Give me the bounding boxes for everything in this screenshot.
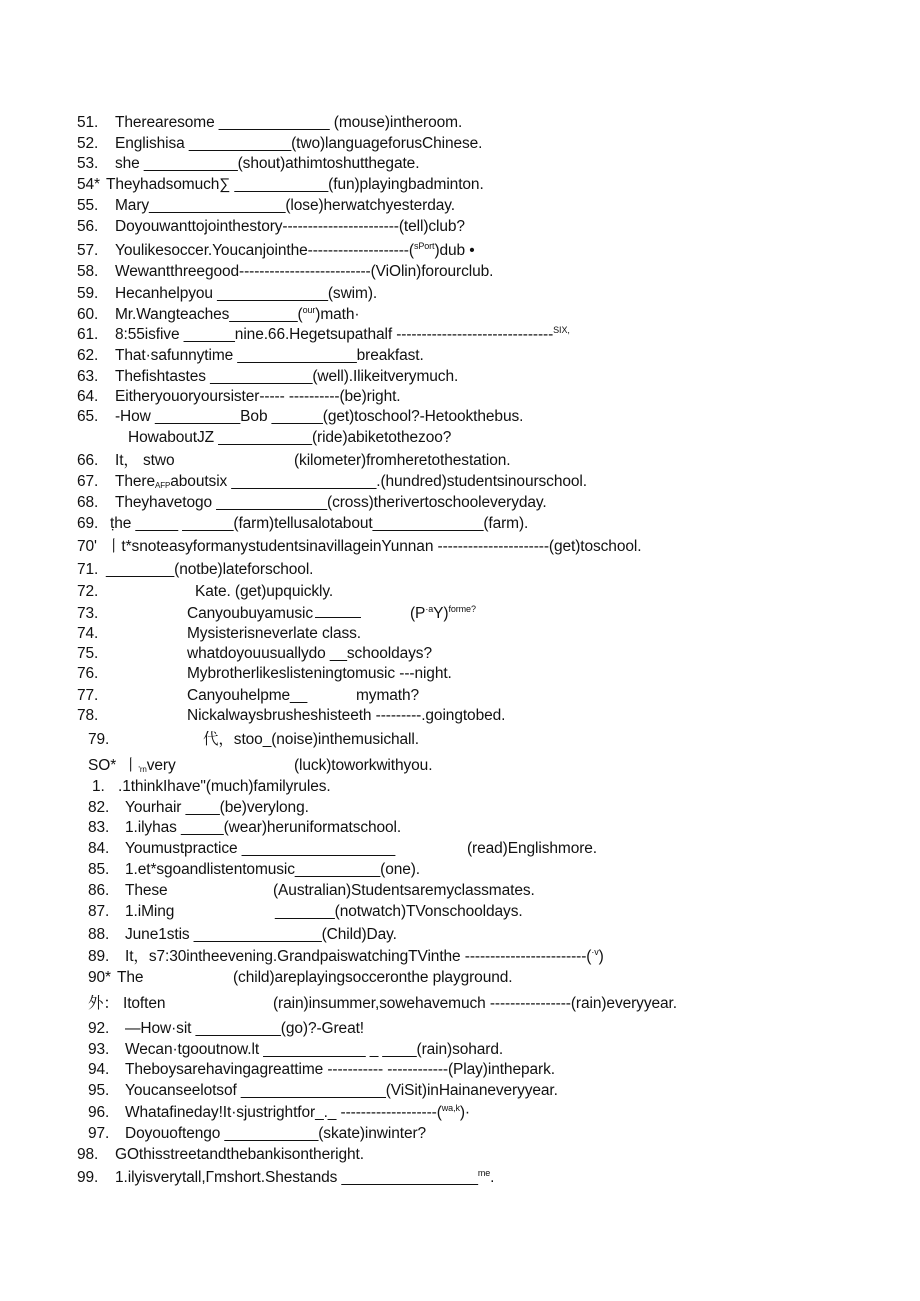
item-text: Kate. (get)upquickly.: [195, 583, 334, 600]
item-text-tail: _______(notwatch)TVonschooldays.: [275, 903, 523, 920]
item-text: [125, 946, 604, 968]
superscript: forme?: [448, 604, 476, 614]
item-text: Theyhavetogo _____________(cross)therivertoschooleveryday.: [115, 494, 547, 511]
item-text: 1.et*sgoandlistentomusic__________(one).: [125, 861, 421, 878]
superscript: me: [477, 1168, 491, 1178]
superscript: SIX,: [553, 325, 570, 335]
item-number: 88.: [88, 926, 110, 943]
item-number: 53.: [77, 155, 99, 172]
item-text: Itoften: [123, 995, 166, 1012]
item-text-part: Canyoubuyamusic: [187, 605, 314, 622]
item-number: 77.: [77, 687, 99, 704]
item-text-part: aboutsix _________________.(hundred)studentsinourschool.: [170, 473, 587, 490]
item-text: whatdoyouusuallydo __schooldays?: [187, 645, 432, 662]
item-number: 83.: [88, 819, 110, 836]
item-number: 92.: [88, 1020, 110, 1037]
item-text: [125, 1102, 470, 1124]
item-text-tail: [410, 603, 476, 625]
item-number: 84.: [88, 840, 110, 857]
item-text: [115, 471, 587, 493]
item-number: 63.: [77, 368, 99, 385]
item-text: Theboysarehavingagreattime ----------- ------------(Play)inthepark.: [125, 1061, 555, 1078]
item-number: 56.: [77, 218, 99, 235]
item-text-part: )dub •: [434, 242, 475, 259]
item-text: It， stwo: [115, 452, 175, 469]
item-number: 65.: [77, 408, 99, 425]
item-text: HowaboutJZ ___________(ride)abiketothezoo?: [128, 429, 452, 446]
item-number: 51.: [77, 114, 99, 131]
item-text-tail: (Australian)Studentsaremyclassmates.: [273, 882, 535, 899]
item-text: .1thinkIhave"(much)familyrules.: [118, 778, 331, 795]
item-text-part: Y): [433, 605, 449, 622]
item-text: Wecan·tgooutnow.lt ____________ _ ____(rain)sohard.: [125, 1041, 504, 1058]
item-text: 代，stoo_(noise)inthemusichall.: [203, 731, 419, 748]
item-number: 93.: [88, 1041, 110, 1058]
item-number: 75.: [77, 645, 99, 662]
item-number: 86.: [88, 882, 110, 899]
item-number: 78.: [77, 707, 99, 724]
item-number: 54*: [77, 176, 100, 193]
item-text: June1stis _______________(Child)Day.: [125, 926, 397, 943]
item-text-part: Mr.Wangteaches________(: [115, 306, 303, 323]
item-text: Mysisterisneverlate class.: [187, 625, 361, 642]
item-text-part: .: [490, 1169, 495, 1186]
item-text: Wewantthreegood--------------------------(ViOlin)forourclub.: [115, 263, 494, 280]
item-text: she ___________(shout)athimtoshutthegate.: [115, 155, 420, 172]
item-text-tail: (luck)toworkwithyou.: [294, 757, 433, 774]
item-text: Eitheryouoryoursister----- ----------(be)right.: [115, 388, 401, 405]
superscript: wa,k: [441, 1103, 460, 1113]
item-text-part: )·: [459, 1104, 470, 1121]
item-number: 96.: [88, 1104, 110, 1121]
item-text-tail: (kilometer)fromheretothestation.: [294, 452, 511, 469]
item-number: 67.: [77, 473, 99, 490]
item-text: 1.ilyhas _____(wear)heruniformatschool.: [125, 819, 402, 836]
item-text: Nickalwaysbrusheshisteeth ---------.goingtobed.: [187, 707, 506, 724]
item-number: 外：: [88, 995, 119, 1012]
item-number: 97.: [88, 1125, 110, 1142]
item-text: The: [117, 969, 144, 986]
item-text: [115, 240, 475, 262]
item-number: 74.: [77, 625, 99, 642]
item-text-tail: mymath?: [356, 687, 420, 704]
item-text-part: ): [598, 948, 604, 965]
item-text: Canyouhelpme__: [187, 687, 308, 704]
item-text: Theyhadsomuch∑ ___________(fun)playingbadminton.: [106, 176, 484, 193]
item-text-tail: (child)areplayingsocceronthe playground.: [233, 969, 513, 986]
item-number: 72.: [77, 583, 99, 600]
subscript: 'rn: [138, 765, 147, 774]
item-text: Youmustpractice __________________: [125, 840, 396, 857]
item-text: GOthisstreetandthebankisontheright.: [115, 1146, 364, 1163]
item-text-part: 1.ilyisverytall,Γmshort.Shestands ________________: [115, 1169, 478, 1186]
superscript: ·v: [591, 947, 599, 957]
item-number: 79.: [88, 731, 110, 748]
item-text: [187, 603, 361, 625]
item-number: 87.: [88, 903, 110, 920]
item-number: 1.: [92, 778, 105, 795]
item-number: 58.: [77, 263, 99, 280]
item-text: —How·sit __________(go)?-Great!: [125, 1020, 364, 1037]
item-number: 57.: [77, 242, 99, 259]
item-text: [115, 1167, 494, 1189]
item-number: 61.: [77, 326, 99, 343]
superscript: ·a: [425, 604, 434, 614]
item-number: 90*: [88, 969, 111, 986]
item-text: Thefishtastes ____________(well).Ilikeitverymuch.: [115, 368, 459, 385]
subscript: AFP: [155, 481, 171, 490]
superscript: our: [302, 305, 316, 315]
item-text: Hecanhelpyou _____________(swim).: [115, 285, 378, 302]
item-number: 89.: [88, 948, 110, 965]
item-text-part: 8:55isfive ______nine.66.Hegetsupathalf -------------------------------: [115, 326, 554, 343]
item-text-part: (P: [410, 605, 426, 622]
item-text: ________(notbe)lateforschool.: [106, 561, 314, 578]
item-text: ṭhe _____ ______(farm)tellusalotabout_____________(farm).: [110, 515, 529, 532]
item-number: SO*: [88, 757, 117, 774]
item-text-part: It，s7:30intheevening.GrandpaiswatchingTVinthe ------------------------(: [125, 948, 592, 965]
item-text: [115, 304, 359, 326]
item-text: Mary________________(lose)herwatchyesterday.: [115, 197, 455, 214]
item-text-part: There: [115, 473, 155, 490]
item-number: 73.: [77, 605, 99, 622]
item-text-part: Youlikesoccer.Youcanjointhe--------------------(: [115, 242, 414, 259]
item-number: 82.: [88, 799, 110, 816]
item-number: 98.: [77, 1146, 99, 1163]
item-number: 68.: [77, 494, 99, 511]
item-number: 99.: [77, 1169, 99, 1186]
item-text: 1.iMing: [125, 903, 175, 920]
item-text: Mybrotherlikeslisteningtomusic ---night.: [187, 665, 452, 682]
item-text-tail: (read)Englishmore.: [467, 840, 598, 857]
item-text: Doyouoftengo ___________(skate)inwinter?: [125, 1125, 427, 1142]
item-number: 62.: [77, 347, 99, 364]
item-number: 59.: [77, 285, 99, 302]
item-text: [115, 324, 570, 346]
item-text: Youcanseelotsof _________________(ViSit)inHainaneveryyear.: [125, 1082, 558, 1099]
item-text: Therearesome _____________ (mouse)intheroom.: [115, 114, 463, 131]
item-number: 94.: [88, 1061, 110, 1078]
item-text: Doyouwanttojointhestory-----------------------(tell)club?: [115, 218, 465, 235]
item-number: 69.: [77, 515, 99, 532]
item-number: 52.: [77, 135, 99, 152]
item-text-part: )math·: [315, 306, 360, 323]
item-number: 66.: [77, 452, 99, 469]
item-text: 丨t*snoteasyformanystudentsinavillageinYunnan ----------------------(get)toschool.: [106, 538, 642, 555]
item-number: 55.: [77, 197, 99, 214]
item-text-part: very: [146, 757, 176, 774]
item-text: Yourhair ____(be)verylong.: [125, 799, 309, 816]
answer-blank: [315, 605, 361, 618]
item-number: 70': [77, 538, 97, 555]
item-text-part: 丨: [123, 757, 139, 774]
item-number: 64.: [77, 388, 99, 405]
item-number: 71.: [77, 561, 99, 578]
item-text: These: [125, 882, 168, 899]
item-text: That·safunnytime ______________breakfast.: [115, 347, 424, 364]
item-text: Englishisa ____________(two)languageforusChinese.: [115, 135, 483, 152]
item-number: 85.: [88, 861, 110, 878]
item-text-tail: (rain)insummer,sowehavemuch ----------------(rain)everyyear.: [273, 995, 677, 1012]
item-number: 60.: [77, 306, 99, 323]
item-number: 76.: [77, 665, 99, 682]
item-number: 95.: [88, 1082, 110, 1099]
item-text-part: Whatafineday!It·sjustrightfor_._ -------------------(: [125, 1104, 442, 1121]
superscript: sPort: [413, 241, 435, 251]
item-text: -How __________Bob ______(get)toschool?-Hetookthebus.: [115, 408, 524, 425]
item-text: [123, 755, 176, 777]
